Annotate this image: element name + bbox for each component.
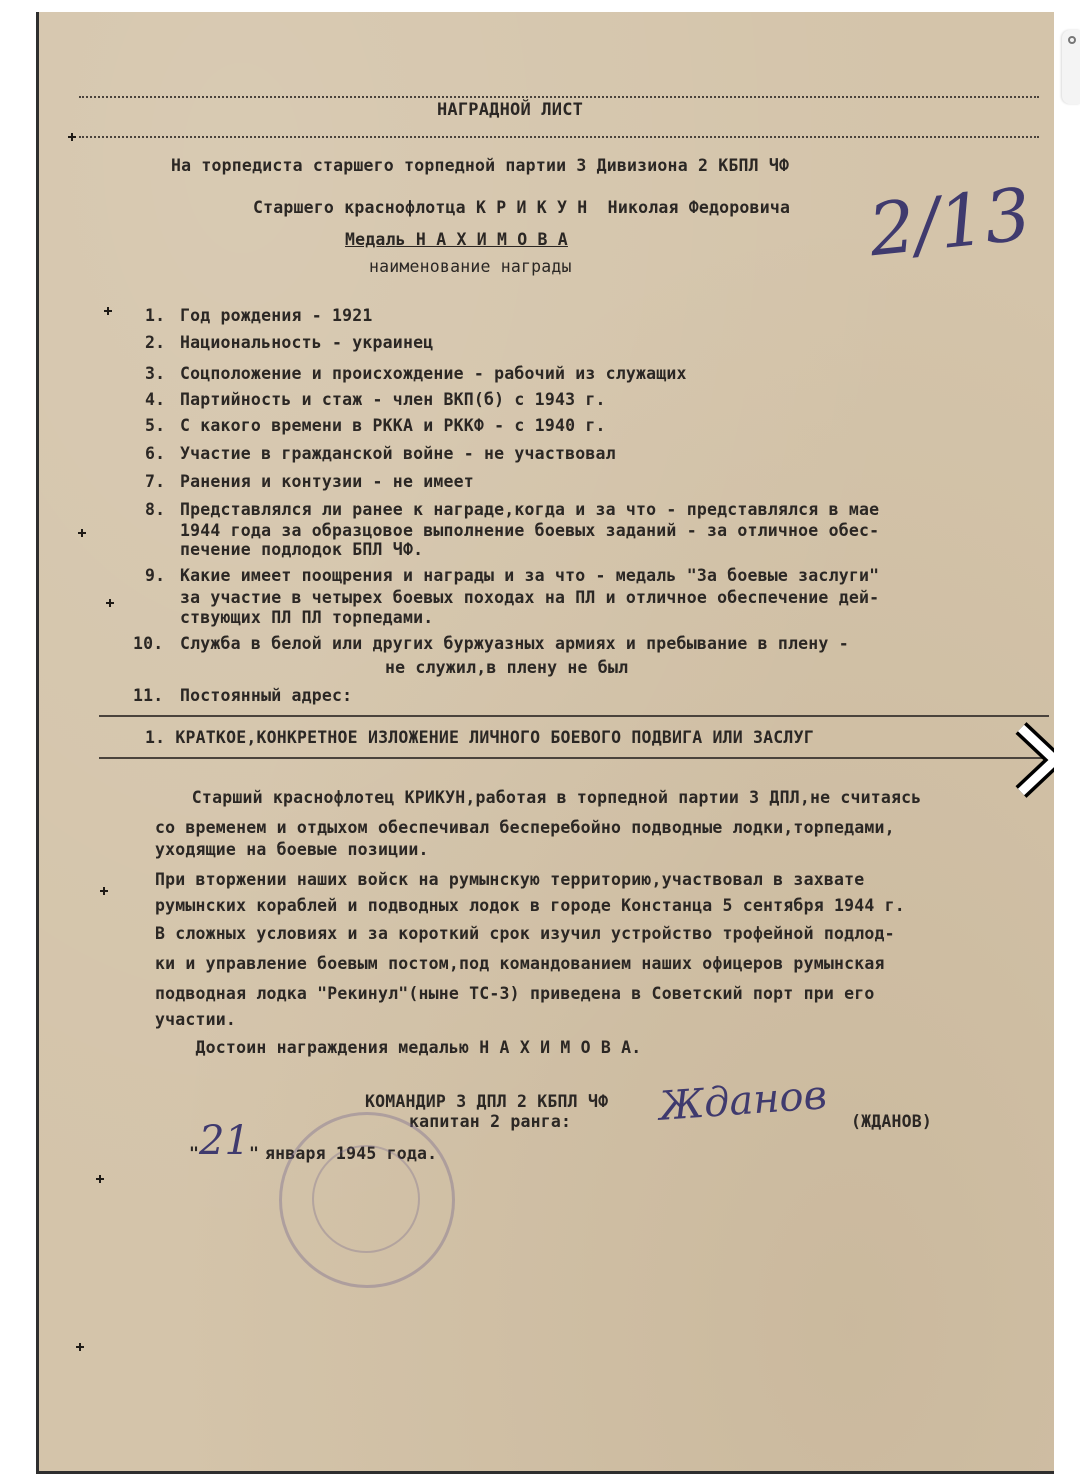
award-name: Медаль Н А Х И М О В А — [345, 230, 568, 249]
side-handle-icon[interactable] — [1062, 30, 1080, 104]
punch-hole-icon — [75, 1342, 85, 1352]
nominee-line: Старшего краснофлотца К Р И К У Н Николая Федоровича — [253, 198, 791, 217]
top-rule — [79, 96, 1039, 98]
item-text: С какого времени в РККА и РККФ - с 1940 г. — [180, 416, 606, 435]
body-line: При вторжении наших войск на румынскую территорию,участвовал в захвате — [155, 870, 865, 889]
item-continuation: печение подлодок БПЛ ЧФ. — [180, 540, 424, 559]
punch-hole-icon — [95, 1174, 105, 1184]
item-text: Какие имеет поощрения и награды и за что - медаль "За боевые заслуги" — [180, 566, 880, 585]
handwritten-signature: Жданов — [657, 1072, 829, 1130]
item-text: Служба в белой или других буржуазных армиях и пребывание в плену - — [180, 634, 849, 653]
item-continuation: ствующих ПЛ ПЛ торпедами. — [180, 608, 434, 627]
punch-hole-icon — [103, 306, 113, 316]
section-rule-top — [99, 715, 1049, 717]
signature-position: КОМАНДИР 3 ДПЛ 2 КБПЛ ЧФ — [365, 1092, 609, 1111]
body-line: румынских кораблей и подводных лодок в городе Констанца 5 сентября 1944 г. — [155, 896, 905, 915]
body-line: уходящие на боевые позиции. — [155, 840, 429, 859]
item-continuation: за участие в четырех боевых походах на ПЛ и отличное обеспечение дей- — [180, 588, 880, 607]
item-number: 10. — [133, 634, 164, 653]
item-text: Ранения и контузии - не имеет — [180, 472, 474, 491]
item-text: Год рождения - 1921 — [180, 306, 373, 325]
body-line: Достоин награждения медалью Н А Х И М О В А. — [155, 1038, 642, 1057]
chevron-right-icon — [1011, 720, 1054, 800]
document-page — [36, 12, 1054, 1474]
item-number: 4. — [145, 390, 166, 409]
date-text: января 1945 года. — [265, 1144, 438, 1163]
punch-hole-icon — [67, 132, 77, 142]
title-rule — [79, 136, 1039, 138]
body-line: ки и управление боевым постом,под командованием наших офицеров румынская — [155, 954, 885, 973]
item-number: 11. — [133, 686, 164, 705]
body-line: подводная лодка "Рекинул"(ныне ТС-3) приведена в Советский порт при его — [155, 984, 875, 1003]
official-stamp — [279, 1112, 455, 1288]
item-text: Участие в гражданской войне - не участвовал — [180, 444, 616, 463]
award-caption: наименование награды — [369, 257, 572, 276]
punch-hole-icon — [105, 598, 115, 608]
section-heading: 1. КРАТКОЕ,КОНКРЕТНОЕ ИЗЛОЖЕНИЕ ЛИЧНОГО БОЕВОГО ПОДВИГА ИЛИ ЗАСЛУГ — [145, 728, 814, 747]
item-text: Постоянный адрес: — [180, 686, 353, 705]
item-number: 3. — [145, 364, 166, 383]
item-continuation: не служил,в плену не был — [385, 658, 629, 677]
item-number: 1. — [145, 306, 166, 325]
signature-rank: капитан 2 ранга: — [409, 1112, 572, 1131]
item-continuation: 1944 года за образцовое выполнение боевых заданий - за отличное обес- — [180, 521, 880, 540]
handwritten-number: 2/13 — [865, 171, 1035, 273]
item-text: Соцположение и происхождение - рабочий из служащих — [180, 364, 687, 383]
next-page-button[interactable] — [1011, 720, 1054, 800]
item-number: 9. — [145, 566, 166, 585]
item-number: 2. — [145, 333, 166, 352]
item-number: 5. — [145, 416, 166, 435]
document-subtitle: На торпедиста старшего торпедной партии 3 Дивизиона 2 КБПЛ ЧФ — [171, 156, 790, 175]
punch-hole-icon — [77, 528, 87, 538]
item-number: 8. — [145, 500, 166, 519]
date-quote-open: " — [189, 1144, 200, 1163]
body-line: В сложных условиях и за короткий срок изучил устройство трофейной подлод- — [155, 924, 895, 943]
body-line: со временем и отдыхом обеспечивал бесперебойно подводные лодки,торпедами, — [155, 818, 895, 837]
body-line: Старший краснофлотец КРИКУН,работая в торпедной партии 3 ДПЛ,не считаясь — [131, 788, 922, 807]
section-rule-bottom — [99, 757, 1049, 759]
signature-name: (ЖДАНОВ) — [851, 1112, 933, 1131]
item-number: 6. — [145, 444, 166, 463]
date-quote-close: " — [249, 1144, 260, 1163]
document-title: НАГРАДНОЙ ЛИСТ — [437, 100, 584, 120]
body-line: участии. — [155, 1010, 237, 1029]
item-text: Национальность - украинец — [180, 333, 434, 352]
item-number: 7. — [145, 472, 166, 491]
punch-hole-icon — [99, 886, 109, 896]
handwritten-day: 21 — [199, 1118, 250, 1164]
item-text: Партийность и стаж - член ВКП(б) с 1943 г. — [180, 390, 606, 409]
item-text: Представлялся ли ранее к награде,когда и за что - представлялся в мае — [180, 500, 880, 519]
